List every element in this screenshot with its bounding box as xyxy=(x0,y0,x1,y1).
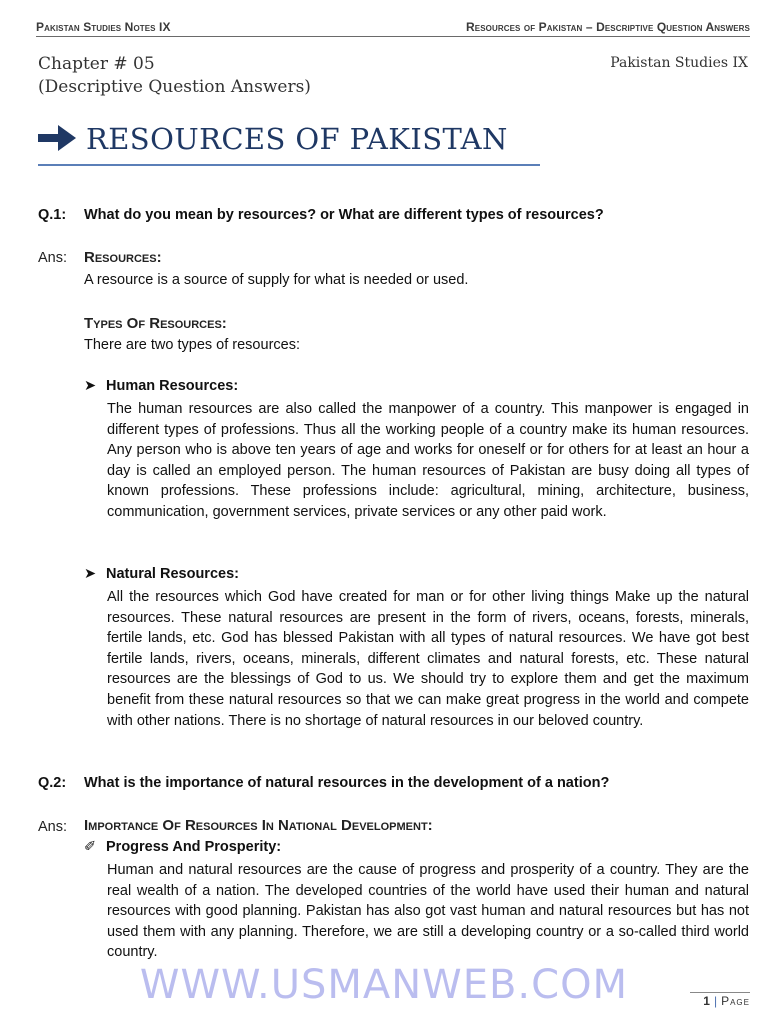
heading-importance: Importance Of Resources In National Development: xyxy=(84,817,433,834)
page-number: 1 xyxy=(703,994,710,1008)
paragraph-human: The human resources are also called the manpower of a country. This manpower is engaged in different types of professions. Thus all the working people of a country make its human resources. Any person who is above ten years of age and works for oneself or for others for at least an hour a day is called an employed person. The human resources of Pakistan are busy doing all types of known professions. These professions include: agricultural, mining, architecture, business, communication, government services, private services or any other paid work. xyxy=(107,401,749,520)
arrow-right-icon xyxy=(38,124,78,152)
paragraph-progress: Human and natural resources are the cause of progress and prosperity of a country. They are the real wealth of a nation. The developed countries of the world have used their human and natural resources with good planning. Pakistan has also got vast human and natural resources but has not used them with any planning. Therefore, we are still a developing country or a so-called third world country. xyxy=(107,862,749,961)
bullet-natural-title: Natural Resources: xyxy=(106,566,239,582)
question-1-label: Q.1: xyxy=(38,207,67,223)
chapter-number: Chapter # 05 xyxy=(38,54,155,74)
page-footer xyxy=(703,994,750,1008)
bullet-progress xyxy=(84,839,281,855)
bullet-human-title: Human Resources: xyxy=(106,378,239,394)
pen-bullet-icon: ✐ xyxy=(84,839,97,855)
page-title: RESOURCES OF PAKISTAN xyxy=(86,122,508,156)
arrow-bullet-icon: ➤ xyxy=(84,378,97,394)
arrow-bullet-icon: ➤ xyxy=(84,566,97,582)
bullet-progress-title: Progress And Prosperity: xyxy=(106,839,282,855)
question-1-text: What do you mean by resources? or What are different types of resources? xyxy=(84,207,604,223)
bullet-natural xyxy=(84,566,239,582)
header-left: Pakistan Studies Notes IX xyxy=(36,20,171,34)
chapter-block xyxy=(38,53,311,99)
answer-1-label: Ans: xyxy=(38,250,68,266)
question-2-label: Q.2: xyxy=(38,775,67,791)
subject-label: Pakistan Studies IX xyxy=(610,55,748,71)
chapter-subtitle: (Descriptive Question Answers) xyxy=(38,77,311,97)
page-header xyxy=(36,16,750,37)
footer-rule xyxy=(690,992,750,993)
types-intro: There are two types of resources: xyxy=(84,337,300,353)
title-bar xyxy=(38,120,540,166)
footer-separator: | xyxy=(713,994,718,1008)
resources-definition: A resource is a source of supply for what is needed or used. xyxy=(84,272,469,288)
answer-2-label: Ans: xyxy=(38,819,68,835)
bullet-human xyxy=(84,378,238,394)
header-right: Resources of Pakistan – Descriptive Question Answers xyxy=(466,20,750,34)
question-2-text: What is the importance of natural resources in the development of a nation? xyxy=(84,775,610,791)
page-word: Page xyxy=(721,994,750,1008)
heading-resources: Resources: xyxy=(84,249,162,266)
heading-types: Types Of Resources: xyxy=(84,315,227,332)
watermark: WWW.USMANWEB.COM xyxy=(139,962,629,1008)
paragraph-natural: All the resources which God have created for man or for other living things Make up the natural resources. These natural resources are present in the form of rivers, oceans, forests, minerals, fertile lands, etc. God has blessed Pakistan with all types of natural resources. We have got best fertile lands, rivers, oceans, minerals, different climates and natural forests, etc. These natural resources are the blessings of God to us. We should try to explore them and get the maximum benefit from these natural resources so that we can make great progress in the world and compete with other nations. There is no shortage of natural resources in our beloved country. xyxy=(107,589,749,729)
